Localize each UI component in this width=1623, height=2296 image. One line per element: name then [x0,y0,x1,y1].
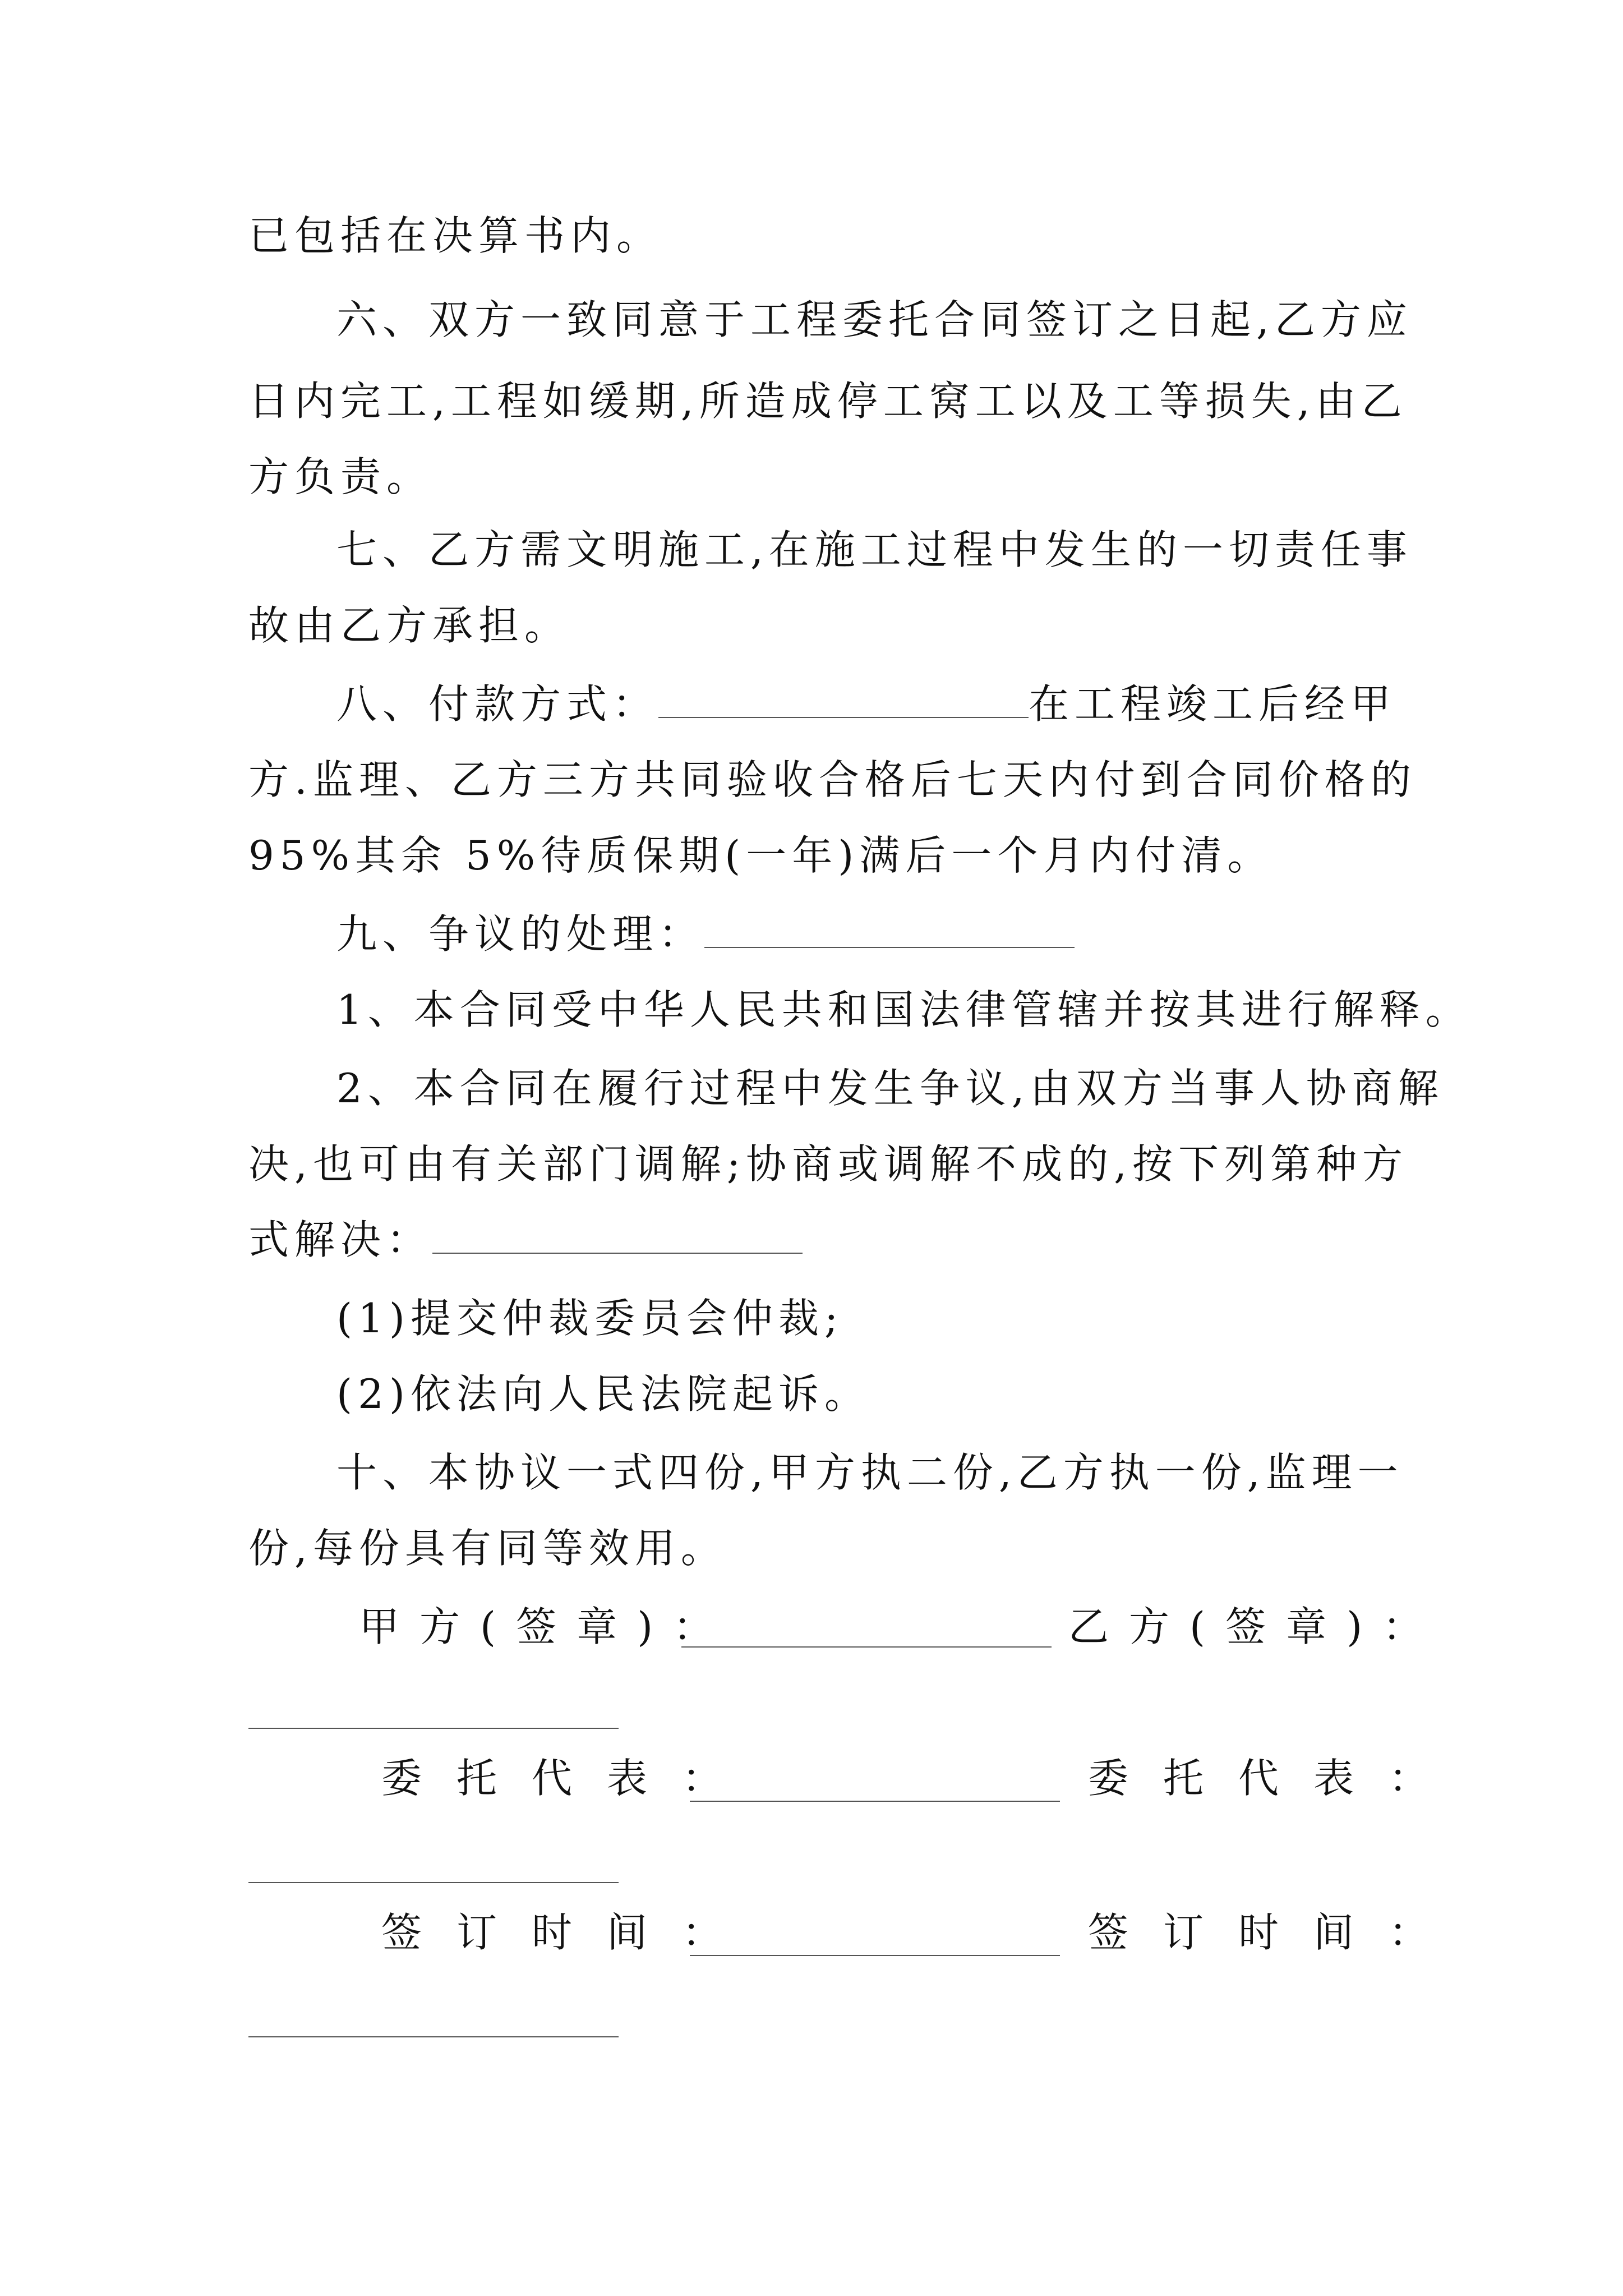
clause-6-line-1 [336,292,1475,348]
payment-method-blank[interactable] [658,683,1029,718]
text: 故由乙方承担。 [248,602,571,649]
text: 份,每份具有同等效用。 [248,1525,727,1572]
clause-8-line-2 [248,752,1417,808]
text: 七、乙方需文明施工,在施工过程中发生的一切责任事 [336,526,1413,573]
clause-9-item-2-line-3 [248,1212,1387,1268]
party-b-sign-label: 乙方(签章)： [1068,1603,1444,1650]
dispute-label: 九、争议的处理： [336,910,705,958]
text: 2、本合同在履行过程中发生争议,由双方当事人协商解 [336,1065,1444,1112]
text: 在工程竣工后经甲 [1029,680,1397,728]
option-1 [336,1290,1475,1346]
text: 日内完工,工程如缓期,所造成停工窝工以及工等损失,由乙 [248,378,1408,425]
agent-a-blank[interactable] [690,1801,1060,1802]
text: 已包括在决算书内。 [248,212,663,259]
date-a-blank[interactable] [690,1955,1060,1956]
text: 六、双方一致同意于工程委托合同签订之日起,乙方应 [336,296,1413,343]
party-b-sign-blank[interactable] [248,1728,619,1729]
text: 方负责。 [248,453,433,500]
text: 95%其余 5%待质保期(一年)满后一个月内付清。 [248,832,1274,879]
clause-8-line-3 [248,827,1387,884]
clause-7-line-2 [248,597,1387,654]
dispute-blank[interactable] [704,913,1075,948]
agent-b-blank[interactable] [248,1882,619,1883]
text: 方.监理、乙方三方共同验收合格后七天内付到合同价格的 [248,756,1417,803]
date-b-blank[interactable] [248,2036,619,2037]
clause-7-line-1 [336,522,1475,578]
clause-10-line-1 [336,1444,1475,1501]
payment-method-label: 八、付款方式： [336,680,659,728]
date-a-label: 签订时间： [381,1909,758,1956]
clause-9 [336,906,1475,962]
paragraph-5-tail [248,208,1387,264]
clause-10-line-2 [248,1520,1387,1576]
party-a-sign-label: 甲方(签章)： [359,1603,734,1650]
option-2 [336,1366,1475,1422]
clause-6-line-3 [248,449,1387,505]
resolution-blank[interactable] [432,1219,803,1254]
clause-9-item-2-line-1 [336,1060,1475,1116]
text: (1)提交仲裁委员会仲裁; [336,1295,844,1342]
text: 决,也可由有关部门调解;协商或调解不成的,按下列第种方 [248,1140,1409,1188]
clause-9-item-1 [336,982,1475,1038]
clause-9-item-2-line-2 [248,1136,1409,1192]
date-b-label: 签订时间： [1088,1909,1464,1956]
clause-8-line-1 [336,676,1475,732]
agent-b-label: 委托代表： [1088,1755,1464,1802]
text: 1、本合同受中华人民共和国法律管辖并按其进行解释。 [336,986,1472,1033]
clause-6-line-2 [248,373,1408,429]
agent-a-label: 委托代表： [381,1755,758,1802]
resolution-label: 式解决： [248,1216,433,1263]
party-a-sign-blank[interactable] [681,1646,1052,1648]
text: 十、本协议一式四份,甲方执二份,乙方执一份,监理一 [336,1449,1404,1496]
text: (2)依法向人民法院起诉。 [336,1370,870,1418]
